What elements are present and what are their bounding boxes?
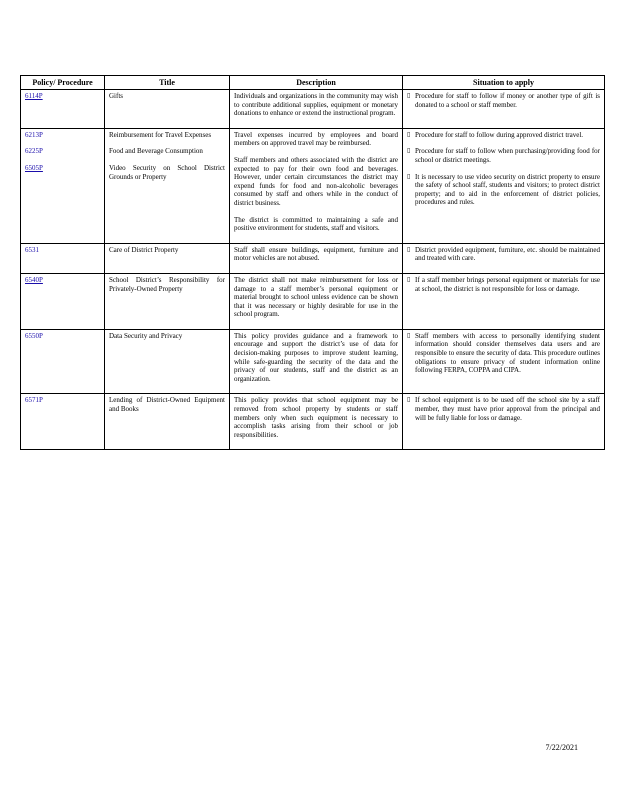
situation-text: Procedure for staff to follow when purchasing/providing food for school or district meetings.: [415, 147, 600, 164]
policy-code-link: 6531: [25, 245, 39, 254]
policy-code-link[interactable]: 6505P: [25, 163, 43, 172]
policy-title: Gifts: [109, 92, 123, 100]
situation-text: District provided equipment, furniture, etc. should be maintained and treated with care.: [415, 245, 600, 263]
policy-code-link[interactable]: 6114P: [25, 92, 43, 100]
square-bullet-icon: ▯: [407, 246, 411, 253]
cell-code: [21, 90, 105, 129]
situation-text: Staff members with access to personally identifying student information should consider themselves data users and are responsible to ensure the security of data. This procedure outlines obligations to ensure privacy of student information online following FERPA, COPPA and CIPA.: [415, 331, 600, 375]
situation-text: Procedure for staff to follow if money or another type of gift is donated to a school or staff member.: [415, 92, 600, 109]
cell-code: [21, 329, 105, 394]
square-bullet-icon: ▯: [407, 93, 411, 99]
policy-title: Lending of District-Owned Equipment and Books: [109, 396, 225, 414]
policy-description: Travel expenses incurred by employees and board members on approved travel may be reimbursed.: [234, 130, 398, 148]
table-row: [21, 394, 605, 450]
policy-title: Data Security and Privacy: [109, 331, 183, 340]
header-row: [21, 76, 605, 90]
cell-title: [105, 128, 230, 243]
square-bullet-icon: ▯: [407, 131, 411, 138]
square-bullet-icon: ▯: [407, 397, 411, 404]
square-bullet-icon: ▯: [407, 332, 411, 339]
cell-situation: [403, 90, 605, 129]
table-row: [21, 329, 605, 394]
policy-title: Reimbursement for Travel Expenses: [109, 130, 212, 139]
cell-title: [105, 90, 230, 129]
square-bullet-icon: ▯: [407, 173, 411, 180]
policy-title: Food and Beverage Consumption: [109, 147, 203, 156]
situation-text: It is necessary to use video security on district property to ensure the safety of school staff, students and visitors; to protect district property; and to aid in the enforcement of district policies, procedures and rules.: [415, 172, 600, 207]
policy-code-link: 6550P: [25, 331, 43, 340]
cell-title: [105, 273, 230, 329]
table-row: [21, 273, 605, 329]
situation-text: If school equipment is to be used off the school site by a staff member, they must have prior approval from the principal and will be fully liable for loss or damage.: [415, 396, 600, 422]
policy-description: This policy provides that school equipment may be removed from school property by students or staff members only when such equipment is necessary to accomplish tasks arising from their school or job responsibilities.: [234, 396, 398, 439]
policy-description: Individuals and organizations in the community may wish to contribute additional supplies, equipment or monetary donations to enhance or extend the instructional program.: [234, 92, 398, 118]
cell-situation: [403, 273, 605, 329]
policy-code-link: 6225P: [25, 147, 43, 156]
cell-code: [21, 243, 105, 273]
cell-situation: [403, 243, 605, 273]
header-situation: Situation to apply: [403, 76, 605, 90]
situation-text: If a staff member brings personal equipment or materials for use at school, the district is not responsible for loss or damage.: [415, 275, 600, 293]
cell-description: [230, 394, 403, 450]
header-description: Description: [230, 76, 403, 90]
square-bullet-icon: ▯: [407, 148, 411, 155]
cell-description: [230, 329, 403, 394]
policy-title: Care of District Property: [109, 245, 179, 254]
cell-code: [21, 273, 105, 329]
policy-description: Staff shall ensure buildings, equipment, furniture and motor vehicles are not abused.: [234, 245, 398, 263]
policy-description: The district is committed to maintaining a safe and positive environment for students, staff and visitors.: [234, 215, 398, 233]
policy-description: Staff members and others associated with the district are expected to pay for their own food and beverages. However, under certain circumstances the district may expend funds for food and non-alcoholic beverages consumed by staff and others while in the conduct of district business.: [234, 155, 398, 207]
table-row: [21, 128, 605, 243]
cell-code: [21, 128, 105, 243]
policy-title: School District’s Responsibility for Privately-Owned Property: [109, 275, 225, 293]
square-bullet-icon: ▯: [407, 276, 411, 283]
cell-situation: [403, 394, 605, 450]
cell-title: [105, 394, 230, 450]
header-title: Title: [105, 76, 230, 90]
cell-description: [230, 243, 403, 273]
cell-description: [230, 90, 403, 129]
policy-description: This policy provides guidance and a framework to encourage and support the district’s use of data for decision-making purposes to improve student learning, while safe-guarding the security of the data and the privacy of our students, staff and the district as an organization.: [234, 331, 398, 383]
cell-situation: [403, 329, 605, 394]
cell-situation: [403, 128, 605, 243]
policy-title: Video Security on School District Grounds or Property: [109, 163, 225, 181]
policy-code-link: 6571P: [25, 396, 43, 405]
footer-date: 7/22/2021: [545, 743, 578, 752]
policy-code-link[interactable]: 6540P: [25, 275, 43, 284]
header-policy: Policy/ Procedure: [21, 76, 105, 90]
policy-description: The district shall not make reimbursement for loss or damage to a staff member’s personal equipment or material brought to school unless evidence can be shown that it was necessary or highly desirable for use in the school program.: [234, 275, 398, 319]
policy-table: [20, 75, 605, 450]
cell-description: [230, 273, 403, 329]
cell-description: [230, 128, 403, 243]
policy-code-link: 6213P: [25, 130, 43, 139]
situation-text: Procedure for staff to follow during approved district travel.: [415, 130, 584, 139]
table-row: [21, 243, 605, 273]
cell-title: [105, 243, 230, 273]
table-row: [21, 90, 605, 129]
cell-code: [21, 394, 105, 450]
cell-title: [105, 329, 230, 394]
